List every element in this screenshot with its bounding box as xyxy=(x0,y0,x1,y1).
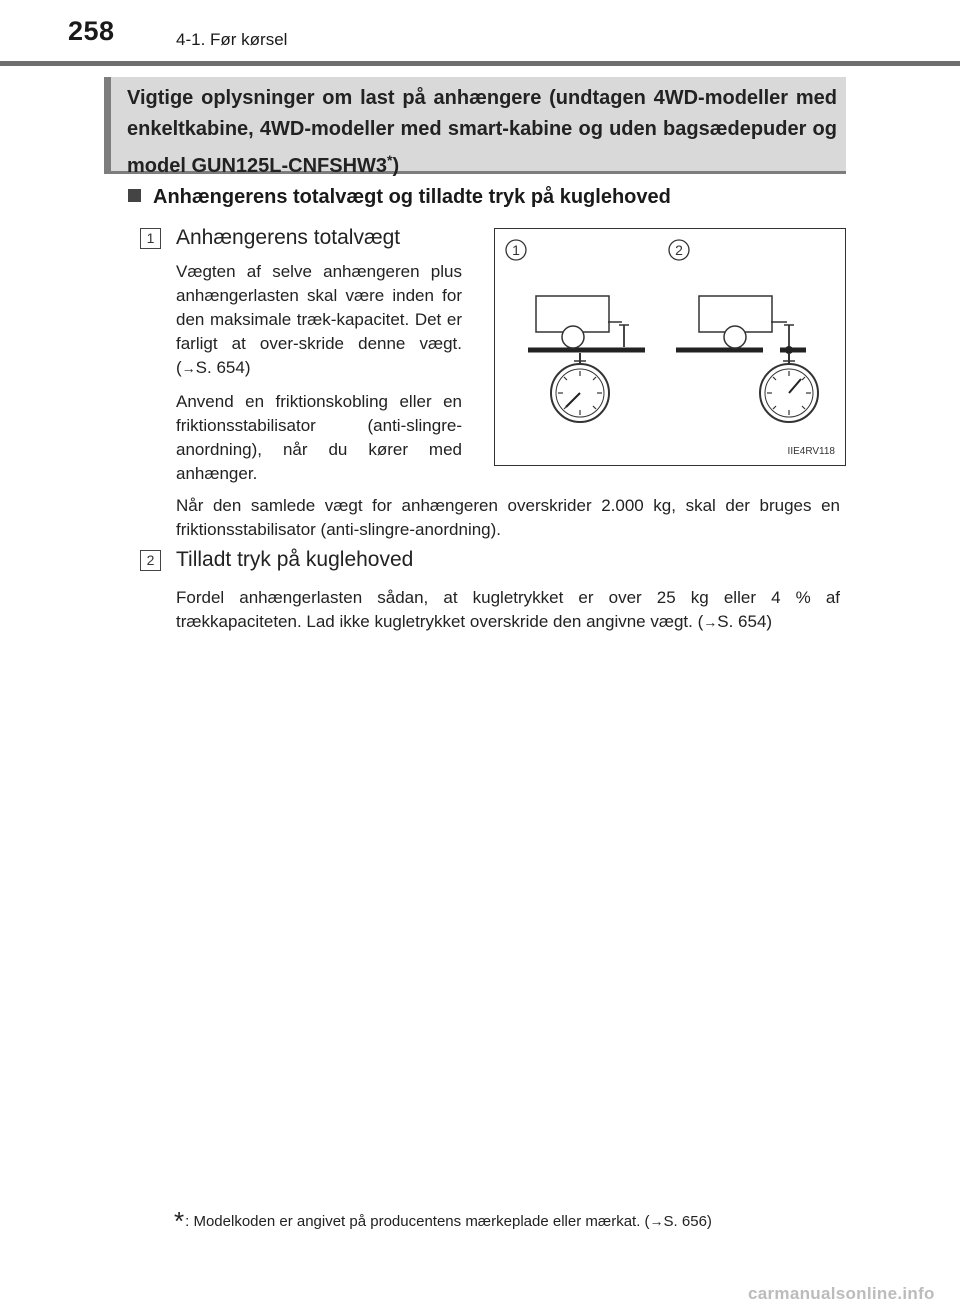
header-rule xyxy=(0,61,960,66)
item-1-badge: 1 xyxy=(140,228,161,249)
callout-close-paren: ) xyxy=(392,155,400,177)
asterisk-marker: * xyxy=(174,1206,185,1236)
footnote xyxy=(174,1206,712,1237)
item-2-paragraph xyxy=(176,586,840,634)
callout-box xyxy=(104,77,846,177)
trailer-weight-figure xyxy=(494,228,846,466)
item-1-paragraph-2: Anvend en friktionskobling eller en friktionsstabilisator (anti-slingre-anordning), når du kører med anhænger. xyxy=(176,392,462,483)
callout-text xyxy=(127,83,837,182)
item-1-title: Anhængerens totalvægt xyxy=(176,226,401,249)
section-reference: 4-1. Før kørsel xyxy=(176,30,288,49)
item-2-title: Tilladt tryk på kuglehoved xyxy=(176,548,414,571)
item-1-paragraph-1 xyxy=(176,260,462,380)
figure-code: IIE4RV118 xyxy=(787,446,835,457)
figure-label-2 xyxy=(669,240,689,260)
arrow-icon: → xyxy=(649,1213,664,1229)
figure-label-1 xyxy=(506,240,526,260)
asterisk-marker: * xyxy=(387,152,393,168)
item-1-paragraph-1-text: Vægten af selve anhængeren plus anhængerlasten skal være inden for den maksimale træk-kapacitet. Det er farligt at over-skride denne vægt. ( xyxy=(176,262,462,377)
arrow-icon: → xyxy=(181,360,196,376)
watermark: carmanualsonline.info xyxy=(748,1284,935,1303)
page-reference-link[interactable]: S. 654) xyxy=(195,358,251,377)
footnote-text: : Modelkoden er angivet på producentens mærkeplade eller mærkat. ( xyxy=(185,1213,650,1230)
section-heading xyxy=(128,186,671,209)
figure-label-1-text: 1 xyxy=(512,242,520,258)
item-2-paragraph-text: Fordel anhængerlasten sådan, at kugletrykket er over 25 kg eller 4 % af trækkapaciteten. Lad ikke kugletrykket overskride den angivne vægt. ( xyxy=(176,588,840,631)
page-number: 258 xyxy=(68,16,115,46)
trailer-1-scene xyxy=(528,296,645,422)
item-2-badge: 2 xyxy=(140,550,161,571)
page-reference-link[interactable]: S. 656) xyxy=(663,1213,712,1230)
trailer-diagram xyxy=(495,229,844,464)
item-1-paragraph-3: Når den samlede vægt for anhængeren overskrider 2.000 kg, skal der bruges en friktionsstabilisator (anti-slingre-anordning). xyxy=(176,496,840,539)
trailer-2-scene xyxy=(676,296,818,422)
square-bullet-icon xyxy=(128,189,141,202)
page-reference-link[interactable]: S. 654) xyxy=(717,612,773,631)
arrow-icon: → xyxy=(703,614,718,630)
section-heading-text: Anhængerens totalvægt og tilladte tryk på kuglehoved xyxy=(153,186,671,208)
figure-label-2-text: 2 xyxy=(675,242,683,258)
callout-body: Vigtige oplysninger om last på anhængere (undtagen 4WD-modeller med enkeltkabine, 4WD-modeller med smart-kabine og uden bagsædepuder og model GUN125L-CNFSHW3 xyxy=(127,87,837,177)
